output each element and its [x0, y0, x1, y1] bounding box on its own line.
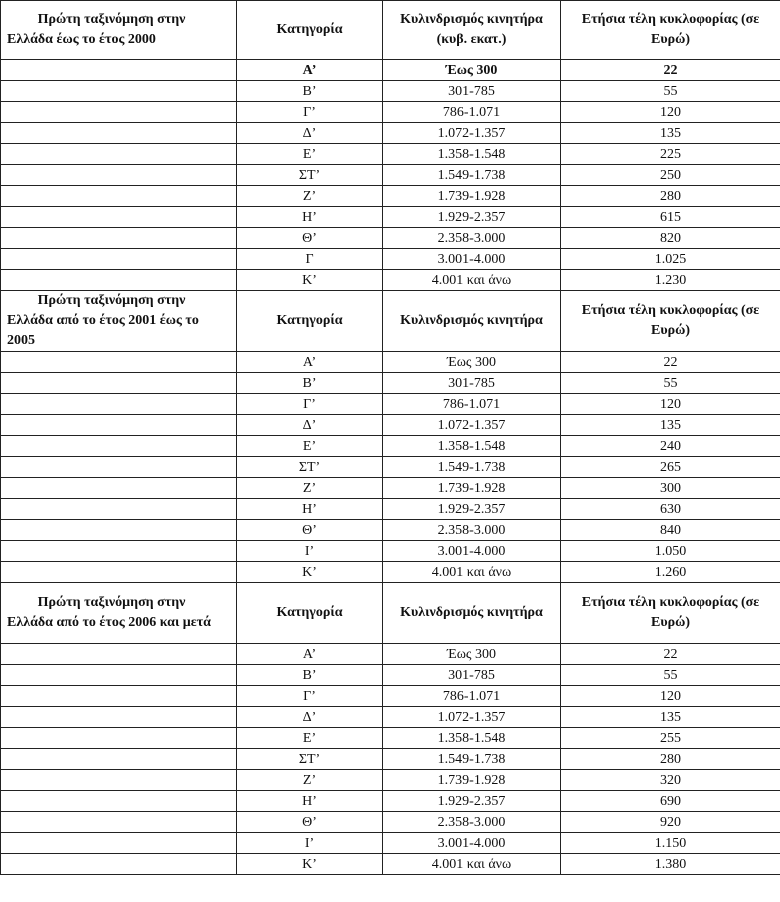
table-row: [1, 749, 780, 770]
engine-cc-cell: 1.072-1.357: [383, 415, 561, 436]
category-cell: Γ’: [237, 686, 383, 707]
annual-fee-cell: 22: [561, 644, 780, 665]
category-cell: Α’: [237, 60, 383, 81]
empty-cell: [1, 665, 237, 686]
category-cell: Δ’: [237, 415, 383, 436]
annual-fee-cell: 55: [561, 665, 780, 686]
table-row: [1, 249, 780, 270]
period-title-line1: Πρώτη ταξινόμηση στην: [37, 12, 186, 27]
category-cell: Β’: [237, 373, 383, 394]
engine-cc-cell: 1.739-1.928: [383, 770, 561, 791]
annual-fee-cell: 1.230: [561, 270, 780, 291]
table-row: [1, 102, 780, 123]
engine-cc-cell: 1.929-2.357: [383, 207, 561, 228]
annual-fee-cell: 1.260: [561, 562, 780, 583]
engine-cc-cell: 1.358-1.548: [383, 436, 561, 457]
category-cell: Ζ’: [237, 186, 383, 207]
empty-cell: [1, 436, 237, 457]
annual-fee-cell: 120: [561, 686, 780, 707]
table-row: [1, 415, 780, 436]
engine-cc-cell: 301-785: [383, 81, 561, 102]
category-cell: Θ’: [237, 228, 383, 249]
empty-cell: [1, 562, 237, 583]
empty-cell: [1, 520, 237, 541]
empty-cell: [1, 352, 237, 373]
empty-cell: [1, 728, 237, 749]
annual-fee-cell: 820: [561, 228, 780, 249]
engine-cc-cell: 4.001 και άνω: [383, 270, 561, 291]
table-row: [1, 186, 780, 207]
annual-fee-cell: 55: [561, 81, 780, 102]
annual-fee-cell: 1.380: [561, 854, 780, 875]
table-row: [1, 165, 780, 186]
engine-cc-cell: 786-1.071: [383, 394, 561, 415]
table-row: [1, 644, 780, 665]
empty-cell: [1, 165, 237, 186]
engine-cc-cell: 3.001-4.000: [383, 833, 561, 854]
empty-cell: [1, 478, 237, 499]
table-row: [1, 499, 780, 520]
annual-fee-cell: 225: [561, 144, 780, 165]
empty-cell: [1, 415, 237, 436]
annual-fee-cell: 250: [561, 165, 780, 186]
engine-cc-cell: 4.001 και άνω: [383, 854, 561, 875]
annual-fee-cell: 690: [561, 791, 780, 812]
annual-fee-cell: 22: [561, 352, 780, 373]
table-row: [1, 123, 780, 144]
empty-cell: [1, 791, 237, 812]
engine-cc-cell: 4.001 και άνω: [383, 562, 561, 583]
table-row: [1, 541, 780, 562]
table-row: [1, 812, 780, 833]
table-row: [1, 833, 780, 854]
period-title-line1: Πρώτη ταξινόμηση στην: [37, 293, 186, 308]
table-row: [1, 791, 780, 812]
table-row: [1, 144, 780, 165]
category-cell: Η’: [237, 499, 383, 520]
category-cell: Ι’: [237, 833, 383, 854]
engine-cc-header-cell: Κυλινδρισμός κινητήρα: [383, 583, 561, 644]
annual-fee-cell: 1.050: [561, 541, 780, 562]
period-header-cell: [1, 583, 237, 644]
engine-cc-cell: 1.549-1.738: [383, 165, 561, 186]
category-cell: ΣΤ’: [237, 749, 383, 770]
annual-fee-header-cell: Ετήσια τέλη κυκλοφορίας (σε Ευρώ): [561, 583, 780, 644]
engine-cc-cell: 2.358-3.000: [383, 812, 561, 833]
period-header-cell: [1, 291, 237, 352]
annual-fee-cell: 240: [561, 436, 780, 457]
engine-cc-cell: Έως 300: [383, 60, 561, 81]
engine-cc-header-cell: Κυλινδρισμός κινητήρα (κυβ. εκατ.): [383, 1, 561, 60]
table-row: [1, 478, 780, 499]
empty-cell: [1, 457, 237, 478]
engine-cc-cell: 1.549-1.738: [383, 749, 561, 770]
table-row: [1, 728, 780, 749]
category-cell: Ε’: [237, 436, 383, 457]
table-row: [1, 207, 780, 228]
engine-cc-cell: 1.358-1.548: [383, 144, 561, 165]
annual-fee-cell: 300: [561, 478, 780, 499]
category-cell: Α’: [237, 644, 383, 665]
section-header-row: [1, 583, 780, 644]
category-header-cell: Κατηγορία: [237, 583, 383, 644]
category-cell: ΣΤ’: [237, 457, 383, 478]
annual-fee-cell: 630: [561, 499, 780, 520]
category-cell: Κ’: [237, 562, 383, 583]
engine-cc-cell: 786-1.071: [383, 102, 561, 123]
empty-cell: [1, 541, 237, 562]
annual-fee-cell: 280: [561, 749, 780, 770]
category-cell: Ε’: [237, 144, 383, 165]
empty-cell: [1, 686, 237, 707]
annual-fee-header-cell: Ετήσια τέλη κυκλοφορίας (σε Ευρώ): [561, 1, 780, 60]
engine-cc-cell: 1.739-1.928: [383, 478, 561, 499]
empty-cell: [1, 144, 237, 165]
annual-fee-cell: 615: [561, 207, 780, 228]
annual-fee-cell: 135: [561, 707, 780, 728]
annual-fee-cell: 135: [561, 415, 780, 436]
annual-fee-cell: 120: [561, 102, 780, 123]
annual-fee-cell: 55: [561, 373, 780, 394]
engine-cc-cell: 1.929-2.357: [383, 791, 561, 812]
engine-cc-cell: 3.001-4.000: [383, 249, 561, 270]
period-title-line1: Πρώτη ταξινόμηση στην: [37, 595, 186, 610]
table-row: [1, 373, 780, 394]
engine-cc-cell: 1.929-2.357: [383, 499, 561, 520]
engine-cc-cell: 1.358-1.548: [383, 728, 561, 749]
empty-cell: [1, 394, 237, 415]
empty-cell: [1, 270, 237, 291]
empty-cell: [1, 707, 237, 728]
empty-cell: [1, 228, 237, 249]
empty-cell: [1, 770, 237, 791]
category-cell: ΣΤ’: [237, 165, 383, 186]
engine-cc-header-cell: Κυλινδρισμός κινητήρα: [383, 291, 561, 352]
category-cell: Κ’: [237, 854, 383, 875]
empty-cell: [1, 812, 237, 833]
engine-cc-cell: Έως 300: [383, 352, 561, 373]
category-cell: Δ’: [237, 707, 383, 728]
table-row: [1, 228, 780, 249]
period-header-cell: [1, 1, 237, 60]
annual-fee-cell: 22: [561, 60, 780, 81]
category-cell: Β’: [237, 81, 383, 102]
category-cell: Κ’: [237, 270, 383, 291]
table-body: [1, 1, 780, 875]
category-cell: Θ’: [237, 812, 383, 833]
table-row: [1, 457, 780, 478]
engine-cc-cell: Έως 300: [383, 644, 561, 665]
category-cell: Γ: [237, 249, 383, 270]
empty-cell: [1, 499, 237, 520]
annual-fee-cell: 120: [561, 394, 780, 415]
engine-cc-cell: 1.072-1.357: [383, 707, 561, 728]
table-row: [1, 394, 780, 415]
category-header-cell: Κατηγορία: [237, 1, 383, 60]
category-cell: Θ’: [237, 520, 383, 541]
annual-fee-cell: 1.025: [561, 249, 780, 270]
category-header-cell: Κατηγορία: [237, 291, 383, 352]
category-cell: Ι’: [237, 541, 383, 562]
engine-cc-cell: 1.549-1.738: [383, 457, 561, 478]
table-row: [1, 707, 780, 728]
table-row: [1, 562, 780, 583]
empty-cell: [1, 854, 237, 875]
category-cell: Α’: [237, 352, 383, 373]
category-cell: Γ’: [237, 102, 383, 123]
empty-cell: [1, 644, 237, 665]
category-cell: Ζ’: [237, 770, 383, 791]
engine-cc-cell: 1.072-1.357: [383, 123, 561, 144]
category-cell: Ζ’: [237, 478, 383, 499]
table-row: [1, 352, 780, 373]
table-row: [1, 665, 780, 686]
engine-cc-cell: 301-785: [383, 373, 561, 394]
period-title-line2: Ελλάδα από το έτος 2001 έως το 2005: [7, 313, 199, 348]
empty-cell: [1, 373, 237, 394]
annual-fee-cell: 265: [561, 457, 780, 478]
table-row: [1, 270, 780, 291]
empty-cell: [1, 749, 237, 770]
period-title-line2: Ελλάδα από το έτος 2006 και μετά: [7, 615, 211, 630]
annual-fee-cell: 280: [561, 186, 780, 207]
table-row: [1, 60, 780, 81]
table-row: [1, 770, 780, 791]
table-row: [1, 81, 780, 102]
category-cell: Γ’: [237, 394, 383, 415]
empty-cell: [1, 123, 237, 144]
empty-cell: [1, 102, 237, 123]
annual-fee-cell: 1.150: [561, 833, 780, 854]
table-row: [1, 854, 780, 875]
annual-fee-cell: 255: [561, 728, 780, 749]
category-cell: Β’: [237, 665, 383, 686]
engine-cc-cell: 301-785: [383, 665, 561, 686]
annual-fee-header-cell: Ετήσια τέλη κυκλοφορίας (σε Ευρώ): [561, 291, 780, 352]
empty-cell: [1, 81, 237, 102]
section-header-row: [1, 1, 780, 60]
engine-cc-cell: 1.739-1.928: [383, 186, 561, 207]
table-row: [1, 686, 780, 707]
annual-fee-cell: 920: [561, 812, 780, 833]
empty-cell: [1, 60, 237, 81]
category-cell: Δ’: [237, 123, 383, 144]
annual-fee-cell: 135: [561, 123, 780, 144]
engine-cc-cell: 2.358-3.000: [383, 520, 561, 541]
engine-cc-cell: 786-1.071: [383, 686, 561, 707]
table-row: [1, 520, 780, 541]
category-cell: Η’: [237, 207, 383, 228]
empty-cell: [1, 186, 237, 207]
annual-fee-cell: 840: [561, 520, 780, 541]
engine-cc-cell: 3.001-4.000: [383, 541, 561, 562]
table-row: [1, 436, 780, 457]
empty-cell: [1, 833, 237, 854]
period-title-line2: Ελλάδα έως το έτος 2000: [7, 32, 156, 47]
category-cell: Η’: [237, 791, 383, 812]
section-header-row: [1, 291, 780, 352]
annual-fee-cell: 320: [561, 770, 780, 791]
empty-cell: [1, 207, 237, 228]
category-cell: Ε’: [237, 728, 383, 749]
engine-cc-cell: 2.358-3.000: [383, 228, 561, 249]
empty-cell: [1, 249, 237, 270]
